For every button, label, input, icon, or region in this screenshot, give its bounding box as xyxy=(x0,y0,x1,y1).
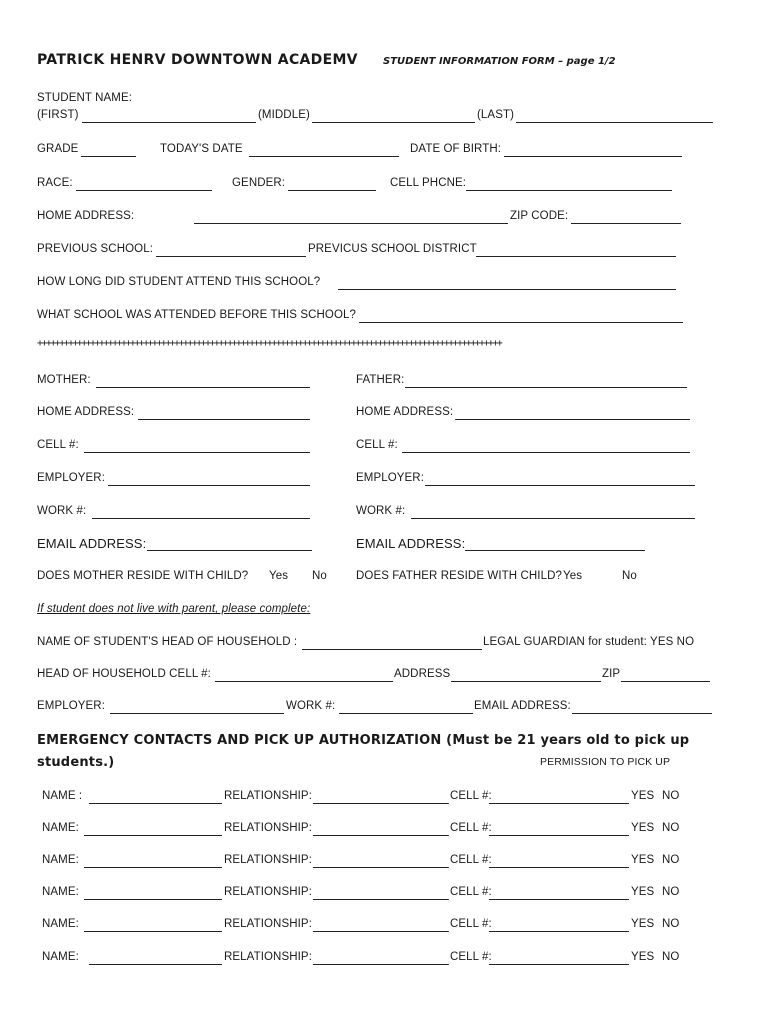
contact-relationship-field[interactable] xyxy=(313,790,449,804)
head-employer-field[interactable] xyxy=(110,700,284,714)
contact-permission-no[interactable]: NO xyxy=(662,951,680,963)
contact-name-field[interactable] xyxy=(84,822,222,836)
mother-home-address-label: HOME ADDRESS: xyxy=(37,406,135,418)
zip-code-field[interactable] xyxy=(571,210,681,224)
mother-employer-label: EMPLOYER: xyxy=(37,472,106,484)
student-name-label: STUDENT NAME: xyxy=(37,92,133,104)
gender-label: GENDER: xyxy=(232,177,286,189)
home-address-label: HOME ADDRESS: xyxy=(37,210,135,222)
first-name-field[interactable] xyxy=(82,109,256,123)
father-reside-yes[interactable]: Yes xyxy=(563,570,583,582)
contact-permission-no[interactable]: NO xyxy=(662,790,680,802)
cell-phone-field[interactable] xyxy=(466,177,672,191)
head-email-label: EMAIL ADDRESS: xyxy=(474,700,571,712)
father-email-field[interactable] xyxy=(465,536,645,551)
contact-cell-label: CELL #: xyxy=(450,854,492,866)
contact-cell-field[interactable] xyxy=(489,886,629,900)
contact-cell-field[interactable] xyxy=(489,822,629,836)
father-employer-label: EMPLOYER: xyxy=(356,472,425,484)
contact-cell-label: CELL #: xyxy=(450,790,492,802)
contact-name-label: NAME: xyxy=(42,918,79,930)
contact-relationship-label: RELATIONSHIP: xyxy=(224,854,312,866)
father-home-address-label: HOME ADDRESS: xyxy=(356,406,454,418)
first-name-label: (FIRST) xyxy=(37,109,79,121)
contact-cell-field[interactable] xyxy=(489,854,629,868)
mother-label: MOTHER: xyxy=(37,374,91,386)
father-reside-no[interactable]: No xyxy=(622,570,637,582)
father-reside-question: DOES FATHER RESIDE WITH CHILD? xyxy=(356,570,562,582)
contact-relationship-label: RELATIONSHIP: xyxy=(224,886,312,898)
race-label: RACE: xyxy=(37,177,73,189)
contact-name-field[interactable] xyxy=(84,918,222,932)
household-note: If student does not live with parent, please complete: xyxy=(37,603,311,615)
permission-label: PERMISSION TO PICK UP xyxy=(540,756,671,768)
mother-cell-label: CELL #: xyxy=(37,439,79,451)
todays-date-field[interactable] xyxy=(249,143,399,157)
mother-email-label: EMAIL ADDRESS: xyxy=(37,536,147,551)
emergency-heading: EMERGENCY CONTACTS AND PICK UP AUTHORIZATION (Must be 21 years old to pick up xyxy=(37,733,690,748)
contact-name-field[interactable] xyxy=(89,951,222,965)
father-work-label: WORK #: xyxy=(356,505,406,517)
mother-reside-question: DOES MOTHER RESIDE WITH CHILD? xyxy=(37,570,249,582)
father-label: FATHER: xyxy=(356,374,405,386)
head-of-household-label: NAME OF STUDENT'S HEAD OF HOUSEHOLD : xyxy=(37,636,298,648)
mother-home-address-field[interactable] xyxy=(138,406,310,420)
contact-permission-no[interactable]: NO xyxy=(662,918,680,930)
father-cell-label: CELL #: xyxy=(356,439,398,451)
father-work-field[interactable] xyxy=(411,505,695,519)
contact-permission-yes[interactable]: YES xyxy=(631,790,655,802)
contact-cell-label: CELL #: xyxy=(450,822,492,834)
emergency-heading-cont: students.) xyxy=(37,755,115,770)
mother-work-field[interactable] xyxy=(92,505,310,519)
contact-name-field[interactable] xyxy=(84,886,222,900)
mother-reside-yes[interactable]: Yes xyxy=(269,570,289,582)
contact-name-field[interactable] xyxy=(84,854,222,868)
head-zip-field[interactable] xyxy=(621,668,710,682)
separator-line: +++++++++++++++++++++++++++++++++++++++++++++++++++++++++++++++++++++++++++++++++++++++++++++++++++++++++ xyxy=(37,339,502,349)
contact-cell-field[interactable] xyxy=(489,790,629,804)
mother-name-field[interactable] xyxy=(96,374,310,388)
last-name-label: (LAST) xyxy=(477,109,515,121)
contact-permission-no[interactable]: NO xyxy=(662,886,680,898)
todays-date-label: TODAY'S DATE xyxy=(160,143,243,155)
contact-cell-label: CELL #: xyxy=(450,951,492,963)
contact-relationship-label: RELATIONSHIP: xyxy=(224,951,312,963)
contact-name-label: NAME: xyxy=(42,822,79,834)
contact-name-label: NAME: xyxy=(42,854,79,866)
head-cell-label: HEAD OF HOUSEHOLD CELL #: xyxy=(37,668,211,680)
head-cell-field[interactable] xyxy=(215,668,393,682)
home-address-field[interactable] xyxy=(194,210,508,224)
contact-relationship-field[interactable] xyxy=(313,918,449,932)
previous-school-label: PREVIOUS SCHOOL: xyxy=(37,243,153,255)
contact-relationship-field[interactable] xyxy=(313,951,449,965)
legal-guardian-label[interactable]: LEGAL GUARDIAN for student: YES NO xyxy=(483,636,695,648)
contact-permission-yes[interactable]: YES xyxy=(631,918,655,930)
contact-relationship-field[interactable] xyxy=(313,886,449,900)
contact-permission-yes[interactable]: YES xyxy=(631,854,655,866)
cell-phone-label: CELL PHCNE: xyxy=(390,177,467,189)
dob-field[interactable] xyxy=(504,143,682,157)
gender-field[interactable] xyxy=(288,177,376,191)
contact-relationship-field[interactable] xyxy=(313,854,449,868)
mother-work-label: WORK #: xyxy=(37,505,87,517)
head-address-label: ADDRESS xyxy=(394,668,451,680)
school-name: PATRICK HENRV DOWNTOWN ACADEMV xyxy=(37,52,358,68)
previous-district-field[interactable] xyxy=(476,243,676,257)
mother-employer-field[interactable] xyxy=(108,472,310,486)
father-email-label: EMAIL ADDRESS: xyxy=(356,536,466,551)
head-zip-label: ZIP xyxy=(602,668,621,680)
head-of-household-field[interactable] xyxy=(302,636,482,650)
grade-label: GRADE xyxy=(37,143,79,155)
previous-district-label: PREVICUS SCHOOL DISTRICT xyxy=(308,243,477,255)
contact-relationship-label: RELATIONSHIP: xyxy=(224,822,312,834)
head-email-field[interactable] xyxy=(572,700,712,714)
father-home-address-field[interactable] xyxy=(455,406,690,420)
previous-school-field[interactable] xyxy=(156,243,306,257)
zip-code-label: ZIP CODE: xyxy=(510,210,569,222)
contact-name-field[interactable] xyxy=(89,790,222,804)
contact-cell-label: CELL #: xyxy=(450,918,492,930)
middle-name-label: (MIDDLE) xyxy=(258,109,310,121)
father-employer-field[interactable] xyxy=(425,472,695,486)
school-before-field[interactable] xyxy=(359,309,683,323)
contact-permission-no[interactable]: NO xyxy=(662,822,680,834)
head-employer-label: EMPLOYER: xyxy=(37,700,106,712)
contact-permission-yes[interactable]: YES xyxy=(631,886,655,898)
head-work-label: WORK #: xyxy=(286,700,336,712)
head-work-field[interactable] xyxy=(339,700,473,714)
contact-relationship-label: RELATIONSHIP: xyxy=(224,918,312,930)
contact-permission-yes[interactable]: YES xyxy=(631,822,655,834)
contact-cell-field[interactable] xyxy=(489,951,629,965)
race-field[interactable] xyxy=(76,177,212,191)
contact-name-label: NAME : xyxy=(42,790,83,802)
form-title: STUDENT INFORMATION FORM – page 1/2 xyxy=(383,56,616,67)
how-long-label: HOW LONG DID STUDENT ATTEND THIS SCHOOL? xyxy=(37,276,321,288)
head-address-field[interactable] xyxy=(451,668,601,682)
school-before-label: WHAT SCHOOL WAS ATTENDED BEFORE THIS SCHOOL? xyxy=(37,309,356,321)
contact-relationship-field[interactable] xyxy=(313,822,449,836)
how-long-field[interactable] xyxy=(338,276,676,290)
mother-reside-no[interactable]: No xyxy=(312,570,327,582)
contact-permission-no[interactable]: NO xyxy=(662,854,680,866)
last-name-field[interactable] xyxy=(516,109,713,123)
dob-label: DATE OF BIRTH: xyxy=(410,143,502,155)
father-name-field[interactable] xyxy=(405,374,687,388)
contact-name-label: NAME: xyxy=(42,951,79,963)
father-cell-field[interactable] xyxy=(402,439,690,453)
contact-name-label: NAME: xyxy=(42,886,79,898)
contact-cell-label: CELL #: xyxy=(450,886,492,898)
contact-cell-field[interactable] xyxy=(489,918,629,932)
middle-name-field[interactable] xyxy=(312,109,475,123)
contact-relationship-label: RELATIONSHIP: xyxy=(224,790,312,802)
contact-permission-yes[interactable]: YES xyxy=(631,951,655,963)
grade-field[interactable] xyxy=(81,143,136,157)
mother-cell-field[interactable] xyxy=(84,439,310,453)
mother-email-field[interactable] xyxy=(147,536,312,551)
